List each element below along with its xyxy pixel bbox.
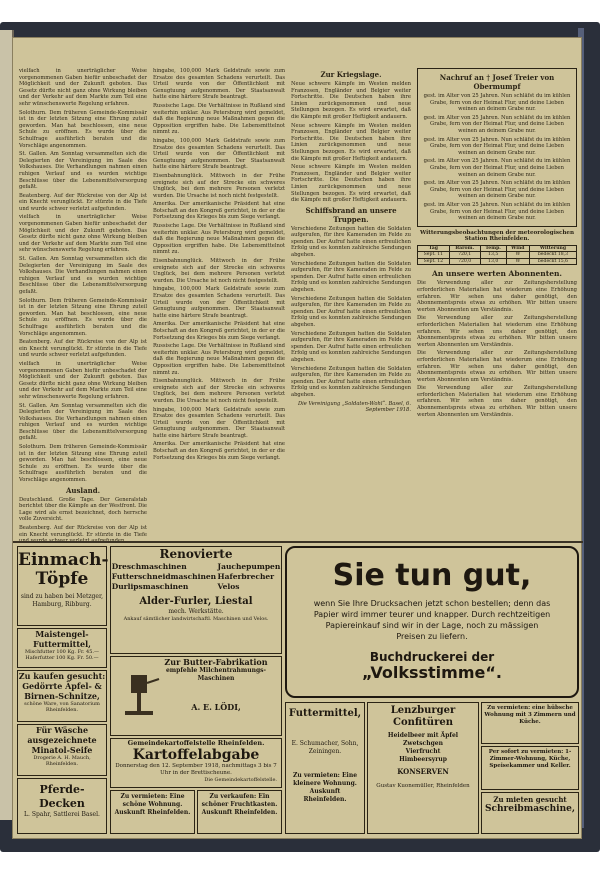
table-row — [418, 252, 577, 259]
weather-cell: bedeckt 15,6 — [529, 258, 576, 265]
article-text: Verschiedene Zeitungen hatten die Soldaten aufgerufen, für ihre Kameraden im Felde zu spenden. Der Aufruf hatte einen erfreulichen Erfolg und es konnten zahlreiche Sendungen abgehen. — [291, 260, 411, 294]
article-text: Solothurn. Dem früheren Gemeinde-Kommissär ist in der letzten Sitzung eine Ehrung zuteil geworden. Man hat beschlossen, eine neue Schule zu eröffnen. Es wurde über die Schulfrage ausführlich beraten und die Vorschläge angenommen. — [19, 444, 147, 484]
column-1 — [19, 68, 147, 538]
ad-item: Velos — [217, 582, 240, 591]
ad-text: Ankauf sämtlicher landwirtschaftl. Maschinen und Velos. — [123, 616, 269, 622]
ad-zu-verkaufen — [197, 790, 282, 834]
table-row — [418, 258, 577, 265]
ad-text: Drogerie A. H. Mauch, Rheinfelden. — [33, 755, 91, 767]
article-text: Amerika. Der amerikanische Präsident hat eine Botschaft an den Kongreß gerichtet, in der er die Fortsetzung des Krieges bis zum Siege verlangt. — [153, 441, 285, 461]
ad-firm: A. E. LÖDI, — [191, 702, 241, 712]
weather-table — [417, 245, 577, 266]
column-2 — [153, 68, 285, 538]
weather-cell: Sept. 11 — [418, 252, 450, 259]
article-text: Verschiedene Zeitungen hatten die Soldaten aufgerufen, für ihre Kameraden im Felde zu spenden. Der Aufruf hatte einen erfreulichen Erfolg und es konnten zahlreiche Sendungen abgehen. — [291, 225, 411, 259]
ad-title: Pferde-Decken — [39, 783, 85, 810]
article-text: Beatenberg. Auf der Rückreise von der Alp ist ein Knecht verunglückt. Er stürzte in die Tiefe und wurde schwer verletzt aufgefunden. — [19, 192, 147, 212]
weather-cell: 720,1 — [449, 252, 480, 259]
article-text: Die Verwendung aller zur Zeitungsherstellung erforderlichen Materialien hat wiederum eine Erhöhung erfahren. Wir sehen uns daher genötigt, den Abonnementspreis etwas zu erhöhen. Wir bitten unsere werten Abonnenten um Verständnis. — [417, 385, 577, 418]
ad-kartoffelabgabe — [110, 738, 282, 788]
ad-item: Durlipsmaschinen — [111, 582, 189, 591]
article-text: Eisenbahnunglück. Mittwoch in der Frühe ereignete sich auf der Strecke ein schweres Unglück, bei dem mehrere Personen verletzt wurden. Die Ursache ist noch nicht festgestellt. — [153, 258, 285, 284]
column-3 — [291, 68, 411, 538]
ad-text: Zu verkaufen: Ein schöner Fruchtkasten. Auskunft Rheinfelden. — [201, 793, 278, 816]
ad-firm: „Volksstimme“. — [362, 663, 502, 682]
article-text: Die Verwendung aller zur Zeitungsherstellung erforderlichen Materialien hat wiederum eine Erhöhung erfahren. Wir sehen uns daher genötigt, den Abonnementspreis etwas zu erhöhen. Wir bitten unsere werten Abonnenten um Verständnis. — [417, 280, 577, 313]
ad-head: Gemeindekartoffelstelle Rheinfelden. — [127, 739, 265, 747]
article-text: Verschiedene Zeitungen hatten die Soldaten aufgerufen, für ihre Kameraden im Felde zu spenden. Der Aufruf hatte einen erfreulichen Erfolg und es konnten zahlreiche Sendungen abgehen. — [291, 330, 411, 363]
ad-kaufen-gesucht — [17, 670, 107, 722]
article-text: vielfach in unerträglicher Weise vorgenommenen Gaben hiefür unbeschadet der Möglichkeit und der Zukunft geboten. Das Gesetz dürfte nicht ganz ohne Wirkung bleiben und der Verkehr auf dem Markte zum Teil eine sehr wünschenswerte Regelung erfahren. — [19, 68, 147, 107]
article-text: Deutschland. Große Tage. Der Generalstab berichtet über die Kämpfe an der Westfront. Die Lage wird als ernst bezeichnet, doch herrsche volle Zuversicht. — [19, 496, 147, 523]
article-text: Verschiedene Zeitungen hatten die Soldaten aufgerufen, für ihre Kameraden im Felde zu spenden. Der Aufruf hatte einen erfreulichen Erfolg und es konnten zahlreiche Sendungen abgehen. — [291, 295, 411, 328]
ad-item: Dreschmaschinen — [111, 562, 187, 571]
weather-cell: 13,5 — [480, 252, 506, 259]
ad-text: Mischfutter 100 Kg. Fr. 45.— Haferfutter 100 Kg. Fr. 50.— — [24, 649, 100, 661]
ausland-heading: Ausland. — [65, 485, 101, 495]
ad-title: Zu mieten gesucht — [493, 795, 567, 804]
ad-right-vermieten — [481, 702, 579, 744]
weather-col: Wind — [506, 245, 529, 252]
ad-item: Vierfrucht — [405, 748, 441, 755]
ad-lenzburger-confitueren — [367, 702, 479, 834]
article-text: Die Verwendung aller zur Zeitungsherstellung erforderlichen Materialien hat wiederum eine Erhöhung erfahren. Wir sehen uns daher genötigt, den Abonnementspreis etwas zu erhöhen. Wir bitten unsere werten Abonnenten um Verständnis. — [417, 350, 577, 383]
weather-cell: W — [506, 252, 529, 259]
nachruf-text: gest. im Alter von 25 Jahren. Nun schläfst du im kühlen Grabe, fern von der Heimat Flur, und deine Lieben weinen an deinem Grabe nur. — [423, 158, 571, 178]
ad-title: Futtermittel, — [288, 708, 362, 719]
truppen-signature: Die Vereinigung „Soldaten-Wohl“. Basel, 6. September 1918. — [297, 400, 411, 414]
ad-title: Lenzburger Confitüren — [390, 705, 456, 728]
weather-cell: 720,0 — [449, 258, 480, 265]
ad-title: Für Wäsche ausgezeichnete Minatol-Seife — [27, 725, 97, 755]
article-text: Verschiedene Zeitungen hatten die Soldaten aufgerufen, für ihre Kameraden im Felde zu spenden. Der Aufruf hatte einen erfreulichen Erfolg und es konnten zahlreiche Sendungen abgehen. — [291, 365, 411, 398]
article-text: Eisenbahnunglück. Mittwoch in der Frühe ereignete sich auf der Strecke ein schweres Unglück, bei dem mehrere Personen verletzt wurden. Die Ursache ist noch nicht festgestellt. — [153, 172, 285, 199]
ad-zu-vermieten — [110, 790, 195, 834]
ad-firm: Gustav Kuonemüller, Rheinfelden — [376, 783, 470, 789]
ad-text: Zu vermieten: Eine kleinere Wohnung. Auskunft Rheinfelden. — [292, 772, 358, 803]
ad-item: Zwetschgen — [403, 740, 443, 747]
nachruf-text: gest. im Alter von 25 Jahren. Nun schläfst du im kühlen Grabe, fern von der Heimat Flur, und deine Lieben weinen an deinem Grabe nur. — [423, 136, 571, 156]
nachruf-text: gest. im Alter von 25 Jahren. Nun schläfst du im kühlen Grabe, fern von der Heimat Flur, und deine Lieben weinen an deinem Grabe nur. — [423, 180, 571, 200]
weather-heading: Witterungsbeobachtungen der meteorologischen Station Rheinfelden. — [419, 229, 575, 243]
article-text: Beatenberg. Auf der Rückreise von der Alp ist ein Knecht verunglückt. Er stürzte in die Tiefe — [19, 525, 147, 538]
ad-item: KONSERVEN — [397, 767, 449, 776]
ad-text: Donnerstag den 12. September 1918, nachmittags 3 bis 7 Uhr in der Brettischeune. — [115, 763, 277, 776]
article-text: St. Gallen. Am Sonntag versammelten sich die Delegierten der Vereinigung im Saale des Volkshauses. Die Verhandlungen nahmen einen ruhigen Verlauf und es wurden wichtige Beschlüsse über die Lebensmittelversorgung gefaßt. — [19, 151, 147, 191]
ad-minatol-seife — [17, 724, 107, 776]
ad-title: Kartoffelabgabe — [132, 747, 260, 763]
article-text: hingabe, 100,000 Mark Geldstrafe sowie zum Ersatze des gesamten Schadens verurteilt. Das Urteil wurde von der Öffentlichkeit mit Genugtuung aufgenommen. Der Staatsanwalt hatte eine härtere Strafe beantragt. — [153, 406, 285, 439]
article-text: hingabe, 100,000 Mark Geldstrafe sowie zum Ersatze des gesamten Schadens verurteilt. Das Urteil wurde von der Öffentlichkeit mit Genugtuung aufgenommen. Der Staatsanwalt hatte eine härtere Strafe beantragt. — [153, 68, 285, 101]
ad-firm: Alder-Furler, Liestal — [139, 596, 253, 607]
ad-item: Himbeersyrup — [399, 756, 447, 763]
ad-text: Zu vermieten: Eine schöne Wohnung. Auskunft Rheinfelden. — [114, 793, 191, 816]
ad-title: Renovierte — [159, 547, 233, 561]
abonnenten-heading: An unsere werten Abonnenten. — [431, 269, 563, 279]
ad-firm: E. Schumacher, Sohn, Zeiningen. — [291, 740, 359, 755]
ad-text: empfehle Milchentrahmungs-Maschinen — [165, 667, 267, 682]
ad-text: Zu vermieten: eine hübsche Wohnung mit 3 Zimmern und Küche. — [484, 705, 576, 725]
ad-einmach-toepfe — [17, 546, 107, 626]
article-text: Solothurn. Dem früheren Gemeinde-Kommissär ist in der letzten Sitzung eine Ehrung zuteil geworden. Man hat beschlossen, eine neue Schule zu eröffnen. Es wurde über die Schulfrage ausführlich beraten und die Vorschläge angenommen. — [19, 109, 147, 149]
article-text: Neue schwere Kämpfe im Westen melden Franzosen, Engländer und Belgier weiter Fortschritte. Die Deutschen haben ihre Linien zurückgenommen und neue Stellungen bezogen. Es wird erwartet, daß die Kämpfe mit großer Heftigkeit andauern. — [291, 81, 411, 120]
ad-text: L. Spahr, Sattlerei Basel. — [24, 811, 100, 818]
truppen-heading: Schiffsbrand an unsere Truppen. — [305, 205, 397, 224]
ad-text: Per sofort zu vermieten: 1-Zimmer-Wohnung, Küche, Speisekammer und Keller. — [488, 749, 572, 769]
weather-cell: W — [506, 258, 529, 265]
ad-title: Einmach-Töpfe — [18, 550, 109, 589]
article-text: Amerika. Der amerikanische Präsident hat eine Botschaft an den Kongreß gerichtet, in der er die Fortsetzung des Krieges bis zum Siege verlangt. — [153, 201, 285, 221]
weather-col: Barom. — [449, 245, 480, 252]
nachruf-box — [417, 68, 577, 227]
weather-cell: Sept. 12 — [418, 258, 450, 265]
ad-title: Zur Butter-Fabrikation — [164, 657, 268, 667]
column-4 — [417, 68, 577, 538]
ad-machine-list — [111, 562, 281, 592]
ad-text: Schreibmaschine, — [485, 804, 575, 814]
newspaper-page — [12, 37, 582, 839]
nachruf-text: gest. im Alter von 25 Jahren. Nun schläfst du im kühlen Grabe, fern von der Heimat Flur, und deine Lieben weinen an deinem Grabe nur. — [423, 114, 571, 134]
ad-item: Jauchepumpen — [217, 562, 281, 571]
nachruf-text: gest. im Alter von 25 Jahren. Nun schläfst du im kühlen Grabe, fern von der Heimat Flur, und deine Lieben weinen an deinem Grabe nur. — [423, 201, 571, 222]
article-text: Die Verwendung aller zur Zeitungsherstellung erforderlichen Materialien hat wiederum eine Erhöhung erfahren. Wir sehen uns daher genötigt, den Abonnementspreis etwas zu erhöhen. Wir bitten unsere werten Abonnenten um Verständnis. — [417, 315, 577, 348]
article-text: Russische Lage. Die Verhältnisse in Rußland sind weiterhin unklar. Aus Petersburg wird gemeldet, daß die Regierung neue Maßnahmen gegen die Opposition ergriffen habe. Die Lebensmittelnot nimmt zu. — [153, 343, 285, 376]
ad-renovierte — [110, 546, 282, 654]
weather-cell: bedeckt 18,3 — [529, 252, 576, 259]
ad-sie-tun-gut — [285, 546, 579, 698]
article-text: St. Gallen. Am Sonntag versammelten sich die Delegierten der Vereinigung im Saale des Volkshauses. Die Verhandlungen nahmen einen ruhigen Verlauf und es wurden wichtige Beschlüsse über die Lebensmittelversorgung gefaßt. — [19, 256, 147, 295]
ad-title: Maistengel-Futtermittel, — [33, 629, 91, 649]
article-text: hingabe, 100,000 Mark Geldstrafe sowie zum Ersatze des gesamten Schadens verurteilt. Das Urteil wurde von der Öffentlichkeit mit Genugtuung aufgenommen. Der Staatsanwalt hatte eine härtere Strafe beantragt. — [153, 137, 285, 171]
section-divider — [13, 541, 583, 543]
article-text: hingabe, 100,000 Mark Geldstrafe sowie zum Ersatze des gesamten Schadens verurteilt. Das Urteil wurde von der Öffentlichkeit mit Genugtuung aufgenommen. Der Staatsanwalt hatte eine härtere Strafe beantragt. — [153, 286, 285, 319]
article-text: Beatenberg. Auf der Rückreise von der Alp ist ein Knecht verunglückt. Er stürzte in die Tiefe und wurde schwer verletzt aufgefunden. — [19, 339, 147, 359]
ad-title: Sie tun gut, — [332, 558, 532, 593]
ad-pferde-decken — [17, 778, 107, 834]
ad-text: schöne Ware, von Sanatorium Rheinfelden. — [24, 701, 100, 713]
article-text: Amerika. Der amerikanische Präsident hat eine Botschaft an den Kongreß gerichtet, in der er die Fortsetzung des Krieges bis zum Siege verlangt. — [153, 321, 285, 341]
article-text: Neue schwere Kämpfe im Westen melden Franzosen, Engländer und Belgier weiter Fortschritte. Die Deutschen haben ihre Linien zurückgenommen und neue Stellungen bezogen. Es wird erwartet, daß die Kämpfe mit großer Heftigkeit andauern. — [291, 164, 411, 204]
ad-item: Futterschneidmaschinen — [111, 572, 217, 581]
nachruf-text: gest. im Alter von 25 Jahren. Nun schläfst du im kühlen Grabe, fern von der Heimat Flur, und deine Lieben weinen an deinem Grabe nur. — [423, 93, 571, 113]
ad-item: Haferbrecher — [217, 572, 275, 581]
article-text: Neue schwere Kämpfe im Westen melden Franzosen, Engländer und Belgier weiter Fortschritte. Die Deutschen haben ihre Linien zurückgenommen und neue Stellungen bezogen. Es wird erwartet, daß die Kämpfe mit großer Heftigkeit andauern. — [291, 122, 411, 162]
ad-text: Die Gemeindekartoffelstelle. — [204, 777, 277, 783]
article-text: vielfach in unerträglicher Weise vorgenommenen Gaben hiefür unbeschadet der Möglichkeit und der Zukunft geboten. Das Gesetz dürfte nicht ganz ohne Wirkung bleiben und der Verkehr auf dem Markte zum Teil eine sehr wünschenswerte Regelung erfahren. — [19, 214, 147, 254]
ad-futtermittel — [285, 702, 365, 834]
ad-maistengel — [17, 628, 107, 668]
nachruf-heading: Nachruf an † Josef Treier von Obermumpf — [439, 73, 555, 91]
ad-text: sind zu haben bei Metzger, Hamburg, Ribburg. — [20, 593, 104, 608]
weather-col: Witterung — [529, 245, 576, 252]
article-text: Russische Lage. Die Verhältnisse in Rußland sind weiterhin unklar. Aus Petersburg wird gemeldet, daß die Regierung neue Maßnahmen gegen die Opposition ergriffen habe. Die Lebensmittelnot nimmt zu. — [153, 223, 285, 256]
ad-butter-fabrikation — [110, 656, 282, 736]
ad-item: Heidelbeer mit Äpfel — [387, 732, 459, 739]
ad-firm: Buchdruckerei der — [369, 650, 495, 664]
article-text: vielfach in unerträglicher Weise vorgenommenen Gaben hiefür unbeschadet der Möglichkeit und der Zukunft geboten. Das Gesetz dürfte nicht ganz ohne Wirkung bleiben und der Verkehr auf dem Markte zum Teil eine sehr wünschenswerte Regelung erfahren. — [19, 360, 147, 400]
ad-text: wenn Sie Ihre Drucksachen jetzt schon bestellen; denn das Papier wird immer teurer und knapper. Durch rechtzeitigen Papiereinkauf sind wir in der Lage, noch zu mässigen Preisen zu liefern. — [313, 599, 551, 641]
weather-cell: 13,0 — [480, 258, 506, 265]
ad-zu-mieten — [481, 792, 579, 834]
article-text: Solothurn. Dem früheren Gemeinde-Kommissär ist in der letzten Sitzung eine Ehrung zuteil geworden. Man hat beschlossen, eine neue Schule zu eröffnen. Es wurde über die Schulfrage ausführlich beraten und die Vorschläge angenommen. — [19, 297, 147, 337]
ad-title: Zu kaufen gesucht: Gedörrte Äpfel- & Birnen-Schnitze, — [18, 671, 106, 701]
separator-machine-icon — [117, 671, 161, 725]
article-text: Eisenbahnunglück. Mittwoch in der Frühe ereignete sich auf der Strecke ein schweres Unglück, bei dem mehrere Personen verletzt wurden. Die Ursache ist noch nicht festgestellt. — [153, 378, 285, 404]
ad-right-gesucht — [481, 746, 579, 790]
weather-col: Tag — [418, 245, 450, 252]
article-text: St. Gallen. Am Sonntag versammelten sich die Delegierten der Vereinigung im Saale des Volkshauses. Die Verhandlungen nahmen einen ruhigen Verlauf und es wurden wichtige Beschlüsse über die Lebensmittelversorgung gefaßt. — [19, 402, 147, 442]
weather-col: Temp. — [480, 245, 506, 252]
article-text: Russische Lage. Die Verhältnisse in Rußland sind weiterhin unklar. Aus Petersburg wird gemeldet, daß die Regierung neue Maßnahmen gegen die Opposition ergriffen habe. Die Lebensmittelnot nimmt zu. — [153, 102, 285, 136]
ad-text: mech. Werkstätte. — [168, 608, 224, 615]
kriegslage-heading: Zur Kriegslage. — [320, 70, 382, 79]
